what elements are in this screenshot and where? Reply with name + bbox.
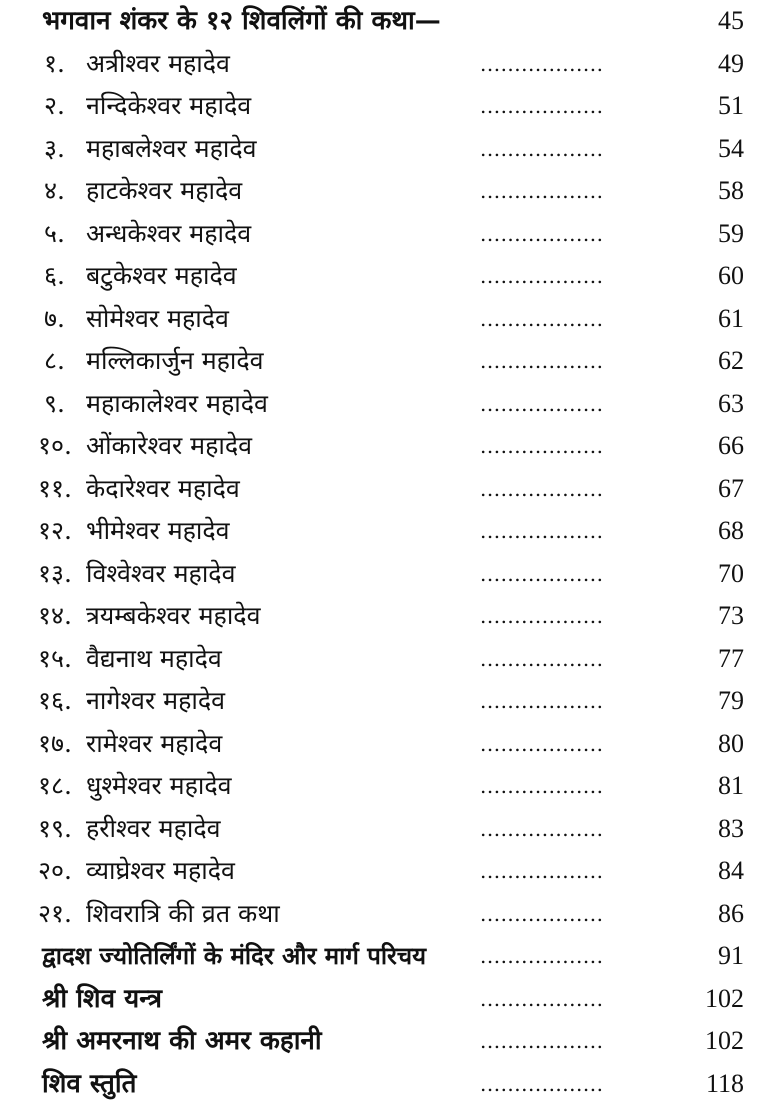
page-number: 70 [718,559,744,588]
toc-entry [0,300,780,340]
page-number: 59 [718,219,744,248]
page-number: 67 [718,474,744,503]
page-number: 102 [705,984,744,1013]
entry-title: हाटकेश्वर महादेव [86,176,243,205]
entry-number: १२. [38,516,72,545]
entry-title: अन्धकेश्वर महादेव [86,219,252,248]
entry-number: ४. [44,176,65,205]
page-number: 68 [718,516,744,545]
toc-entry [0,512,780,552]
toc-entry [0,640,780,680]
dot-leader: .................. [480,1072,604,1096]
entry-title: सोमेश्वर महादेव [86,304,229,333]
dot-leader: .................. [480,179,604,203]
entry-number: ६. [44,261,65,290]
dot-leader: .................. [480,562,604,586]
page-number: 61 [718,304,744,333]
page-number: 45 [718,6,744,35]
page-number: 83 [718,814,744,843]
toc-heading-row [0,2,780,42]
entry-title: शिवरात्रि की व्रत कथा [86,899,280,928]
dot-leader: .................. [480,349,604,373]
page-number: 81 [718,771,744,800]
dot-leader: .................. [480,689,604,713]
entry-title: बटुकेश्वर महादेव [86,261,237,290]
dot-leader: .................. [480,604,604,628]
section-title: द्वादश ज्योतिर्लिंगों के मंदिर और मार्ग परिचय [42,941,427,970]
entry-title: ओंकारेश्वर महादेव [86,431,253,460]
section-title: श्री शिव यन्त्र [42,984,162,1014]
entry-number: ३. [44,134,65,163]
toc-entry [0,682,780,722]
page-number: 77 [718,644,744,673]
toc-section [0,1022,780,1062]
toc-entry [0,342,780,382]
entry-number: ९. [44,389,65,418]
entry-title: महाबलेश्वर महादेव [86,134,257,163]
entry-number: १८. [38,771,72,800]
dot-leader: .................. [480,774,604,798]
dot-leader: .................. [480,137,604,161]
page-number: 102 [705,1026,744,1055]
entry-title: नन्दिकेश्वर महादेव [86,91,252,120]
entry-number: १६. [38,686,72,715]
page-number: 60 [718,261,744,290]
entry-number: २१. [38,899,72,928]
dot-leader: .................. [480,222,604,246]
entry-title: नागेश्वर महादेव [86,686,225,715]
dot-leader: .................. [480,1029,604,1053]
entry-title: महाकालेश्वर महादेव [86,389,268,418]
toc-entry [0,555,780,595]
dot-leader: .................. [480,519,604,543]
entry-title: मल्लिकार्जुन महादेव [86,346,264,375]
toc-entry [0,767,780,807]
dot-leader: .................. [480,987,604,1011]
section-title: शिव स्तुति [42,1069,137,1099]
toc-entry [0,385,780,425]
dot-leader: .................. [480,647,604,671]
page-number: 66 [718,431,744,460]
entry-title: व्याघ्रेश्वर महादेव [86,856,235,885]
toc-entry [0,725,780,765]
toc-entry [0,427,780,467]
entry-title: भीमेश्वर महादेव [86,516,230,545]
toc-entry [0,172,780,212]
toc-section [0,1065,780,1105]
toc-entry [0,810,780,850]
entry-title: केदारेश्वर महादेव [86,474,240,503]
page-number: 79 [718,686,744,715]
entry-number: ११. [38,474,72,503]
dot-leader: .................. [480,264,604,288]
dot-leader: .................. [480,307,604,331]
dot-leader: .................. [480,52,604,76]
toc-entry [0,597,780,637]
entry-title: अत्रीश्वर महादेव [86,49,230,78]
toc-entry [0,852,780,892]
toc-entry [0,87,780,127]
page-number: 63 [718,389,744,418]
page-number: 86 [718,899,744,928]
entry-number: १५. [38,644,72,673]
page-number: 84 [718,856,744,885]
toc-entry [0,45,780,85]
dot-leader: .................. [480,392,604,416]
dot-leader: .................. [480,859,604,883]
page-number: 80 [718,729,744,758]
page-number: 49 [718,49,744,78]
page-number: 73 [718,601,744,630]
entry-number: १७. [38,729,72,758]
dot-leader: .................. [480,817,604,841]
heading-title: भगवान शंकर के १२ शिवलिंगों की कथा— [42,6,441,36]
entry-number: १४. [38,601,72,630]
toc-entry [0,470,780,510]
toc-section [0,980,780,1020]
entry-number: १. [44,49,65,78]
dot-leader: .................. [480,732,604,756]
entry-title: हरीश्वर महादेव [86,814,221,843]
section-title: श्री अमरनाथ की अमर कहानी [42,1026,322,1056]
entry-title: वैद्यनाथ महादेव [86,644,222,673]
toc-entry [0,257,780,297]
entry-number: ८. [44,346,65,375]
page-number: 51 [718,91,744,120]
toc-section [0,937,780,977]
dot-leader: .................. [480,902,604,926]
dot-leader: .................. [480,94,604,118]
entry-title: त्रयम्बकेश्वर महादेव [86,601,261,630]
dot-leader: .................. [480,477,604,501]
entry-number: २. [44,91,65,120]
entry-number: ७. [44,304,65,333]
dot-leader: .................. [480,434,604,458]
entry-number: ५. [44,219,65,248]
page-number: 58 [718,176,744,205]
entry-title: धुश्मेश्वर महादेव [86,771,232,800]
dot-leader: .................. [480,944,604,968]
page-number: 62 [718,346,744,375]
page-number: 91 [718,941,744,970]
entry-number: १०. [38,431,72,460]
entry-title: विश्वेश्वर महादेव [86,559,236,588]
toc-entry [0,215,780,255]
entry-number: १९. [38,814,72,843]
page-number: 118 [705,1069,744,1098]
page-number: 54 [718,134,744,163]
entry-number: १३. [38,559,72,588]
entry-number: २०. [38,856,72,885]
entry-title: रामेश्वर महादेव [86,729,223,758]
toc-entry [0,130,780,170]
toc-entry [0,895,780,935]
